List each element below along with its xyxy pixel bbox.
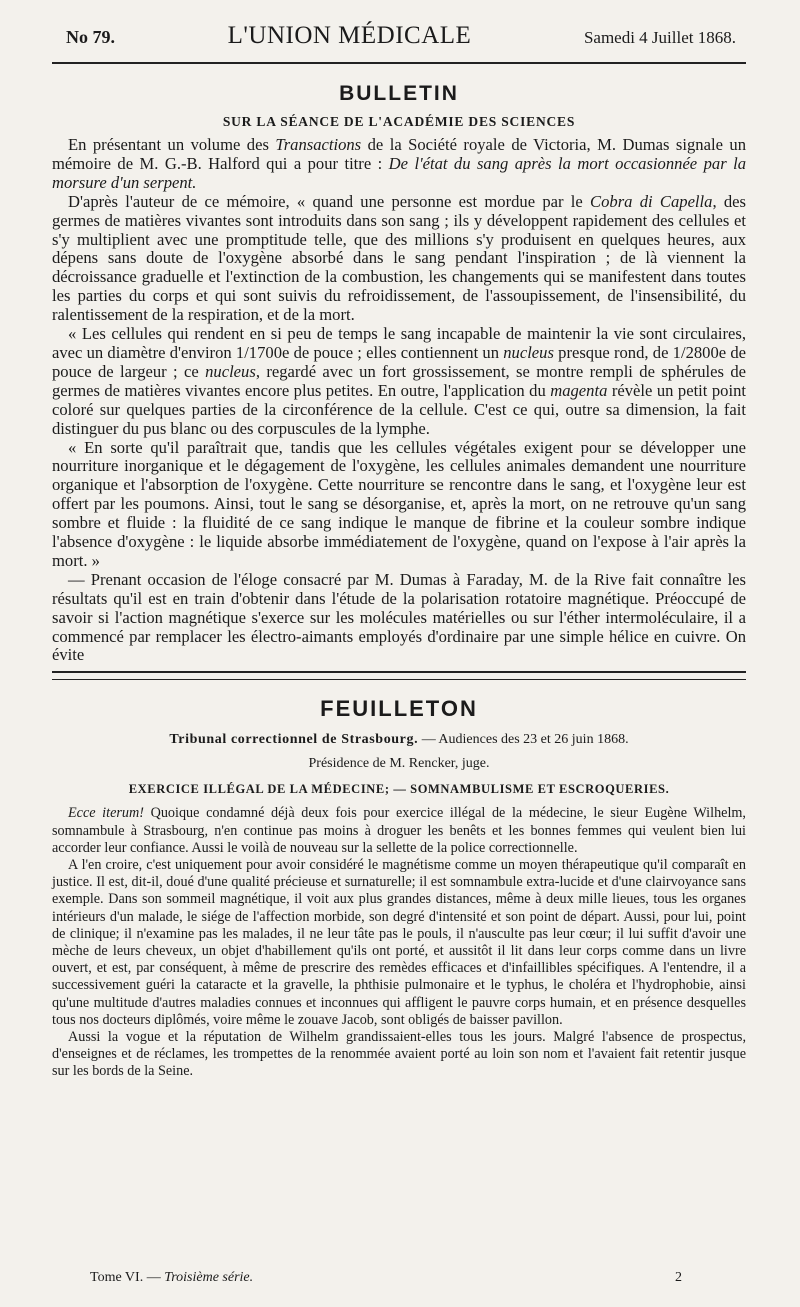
volume-info: Tome VI. — Troisième série.: [90, 1270, 254, 1285]
journal-title: L'UNION MÉDICALE: [227, 22, 472, 49]
feuilleton-paragraph: Ecce iterum! Quoique condamné déjà deux fois pour exercice illégal de la médecine, le sieur Eugène Wilhelm, somnambule à Strasbourg, n'en continue pas moins à droguer les benêts et les bonnes femmes qui veulent bien lui accorder leur confiance. Aussi le voilà de nouveau sur la sellette de la police correctionnelle.: [52, 805, 746, 856]
page-number: 2: [675, 1270, 682, 1285]
feuilleton-paragraph: A l'en croire, c'est uniquement pour avoir considéré le magnétisme comme un moyen thérapeutique qu'il comparaît en justice. Il est, dit-il, doué d'une qualité précieuse et surnaturelle; il est somnambule extra-lucide et d'une clairvoyance sans exemple. Dans son sommeil magnétique, il voit aux plus grandes distances, même à deux mille lieues, tous les organes intérieurs d'un malade, le siége de l'affection morbide, son degré d'intensité et son point de départ. Aussi, pour lui, point de clinique; il n'examine pas les malades, il ne leur tâte pas le pouls, il n'ausculte pas leur cœur; il lui suffit d'avoir une mèche de leurs cheveux, un objet d'habillement qu'ils ont porté, et aussitôt il lit dans leur corps comme dans un livre ouvert, et est, par conséquent, à même de prescrire des remèdes efficaces et d'infaillibles spécifiques. A l'entendre, il a successivement guéri la cataracte et la gravelle, la phthisie pulmonaire et le typhus, le choléra et l'hydrophobie, ainsi qu'une multitude d'autres maladies connues et inconnues qui affligent le pauvre corps humain, et en présence desquelles tous nos docteurs diplômés, voire même le zouave Jacob, sont obligés de baisser pavillon.: [52, 856, 746, 1028]
issue-date: Samedi 4 Juillet 1868.: [583, 28, 736, 47]
feuilleton-paragraph: Aussi la vogue et la réputation de Wilhelm grandissaient-elles tous les jours. Malgré l'absence de prospectus, d'enseignes et de réclames, les trompettes de la renommée avaient porté au loin son nom et l'avaient fait retentir jusque sur les bords de la Seine.: [52, 1029, 746, 1080]
bulletin-title: BULLETIN: [339, 82, 459, 105]
bulletin-paragraph: « En sorte qu'il paraîtrait que, tandis que les cellules végétales exigent pour se développer une nourriture inorganique et le dégagement de l'oxygène, les cellules animales demandent une nourriture organique et l'absorption de l'oxygène. Cette nourriture se rencontre dans le sang, et l'oxygène leur est offert par les poumons. Ainsi, tout le sang se désorganise, et, après la mort, on ne retrouve qu'un sang sombre et fluide : la fluidité de ce sang indique le manque de fibrine et la couleur sombre indique l'absence d'oxygène : le liquide absorbe immédiatement de l'oxygène, quand on l'expose à l'air après la mort. »: [52, 437, 746, 570]
bulletin-paragraph: — Prenant occasion de l'éloge consacré par M. Dumas à Faraday, M. de la Rive fait connaître les résultats qu'il est en train d'obtenir dans l'étude de la polarisation rotatoire magnétique. Préoccupé de savoir si l'action magnétique s'exerce sur les molécules matérielles ou sur l'éther intermoléculaire, il a commencé par remplacer les électro-aimants employés d'ordinaire par une simple hélice en cuivre. On évite: [52, 569, 746, 665]
presidence-line: Présidence de M. Rencker, juge.: [308, 756, 490, 772]
bulletin-paragraph: « Les cellules qui rendent en si peu de temps le sang incapable de maintenir la vie sont circulaires, avec un diamètre d'environ 1/1700e de pouce ; elles contiennent un nucleus presque rond, de 1/2800e de pouce de largeur ; ce nucleus, regardé avec un fort grossissement, se montre rempli de sphérules de germes de matières vivantes encore plus petites. En outre, l'application du magenta révèle un petit point coloré sur quelques parties de la circonférence de la cellule. C'est ce qui, outre sa dimension, la fait distinguer du pus blanc ou des corpuscules de la lymphe.: [52, 324, 747, 438]
feuilleton-title: FEUILLETON: [320, 696, 478, 722]
bulletin-subtitle: SUR LA SÉANCE DE L'ACADÉMIE DES SCIENCES: [222, 114, 576, 129]
page-header: [52, 22, 746, 64]
bulletin-body: [52, 136, 746, 665]
case-heading: EXERCICE ILLÉGAL DE LA MÉDECINE; — SOMNAMBULISME ET ESCROQUERIES.: [128, 782, 670, 797]
tribunal-heading: Tribunal correctionnel de Strasbourg. — Audiences des 23 et 26 juin 1868.: [169, 732, 629, 748]
bulletin-paragraph: D'après l'auteur de ce mémoire, « quand une personne est mordue par le Cobra di Capella, des germes de matières vivantes sont introduits dans son sang ; ils y développent rapidement des cellules et s'y multiplient avec une promptitude telle, que des millions s'y produisent en quelques heures, aux dépens sans doute de l'oxygène absorbé dans le sang pendant l'inspiration ; de là viennent la décroissance graduelle et l'extinction de la combustion, les changements qui se manifestent dans toutes les parties du corps et qui sont suivis du refroidissement, de l'assoupissement, de l'insensibilité, du ralentissement de la respiration, et de la mort.: [52, 191, 746, 325]
issue-number: No 79.: [66, 27, 115, 47]
section-divider: [52, 671, 746, 680]
page-footer: [90, 1270, 682, 1286]
newspaper-page: [52, 22, 746, 1081]
bulletin-paragraph: En présentant un volume des Transactions de la Société royale de Victoria, M. Dumas signale un mémoire de M. G.-B. Halford qui a pour titre : De l'état du sang après la mort occasionnée par la morsure d'un serpent.: [52, 135, 746, 192]
feuilleton-body: [52, 805, 746, 1080]
